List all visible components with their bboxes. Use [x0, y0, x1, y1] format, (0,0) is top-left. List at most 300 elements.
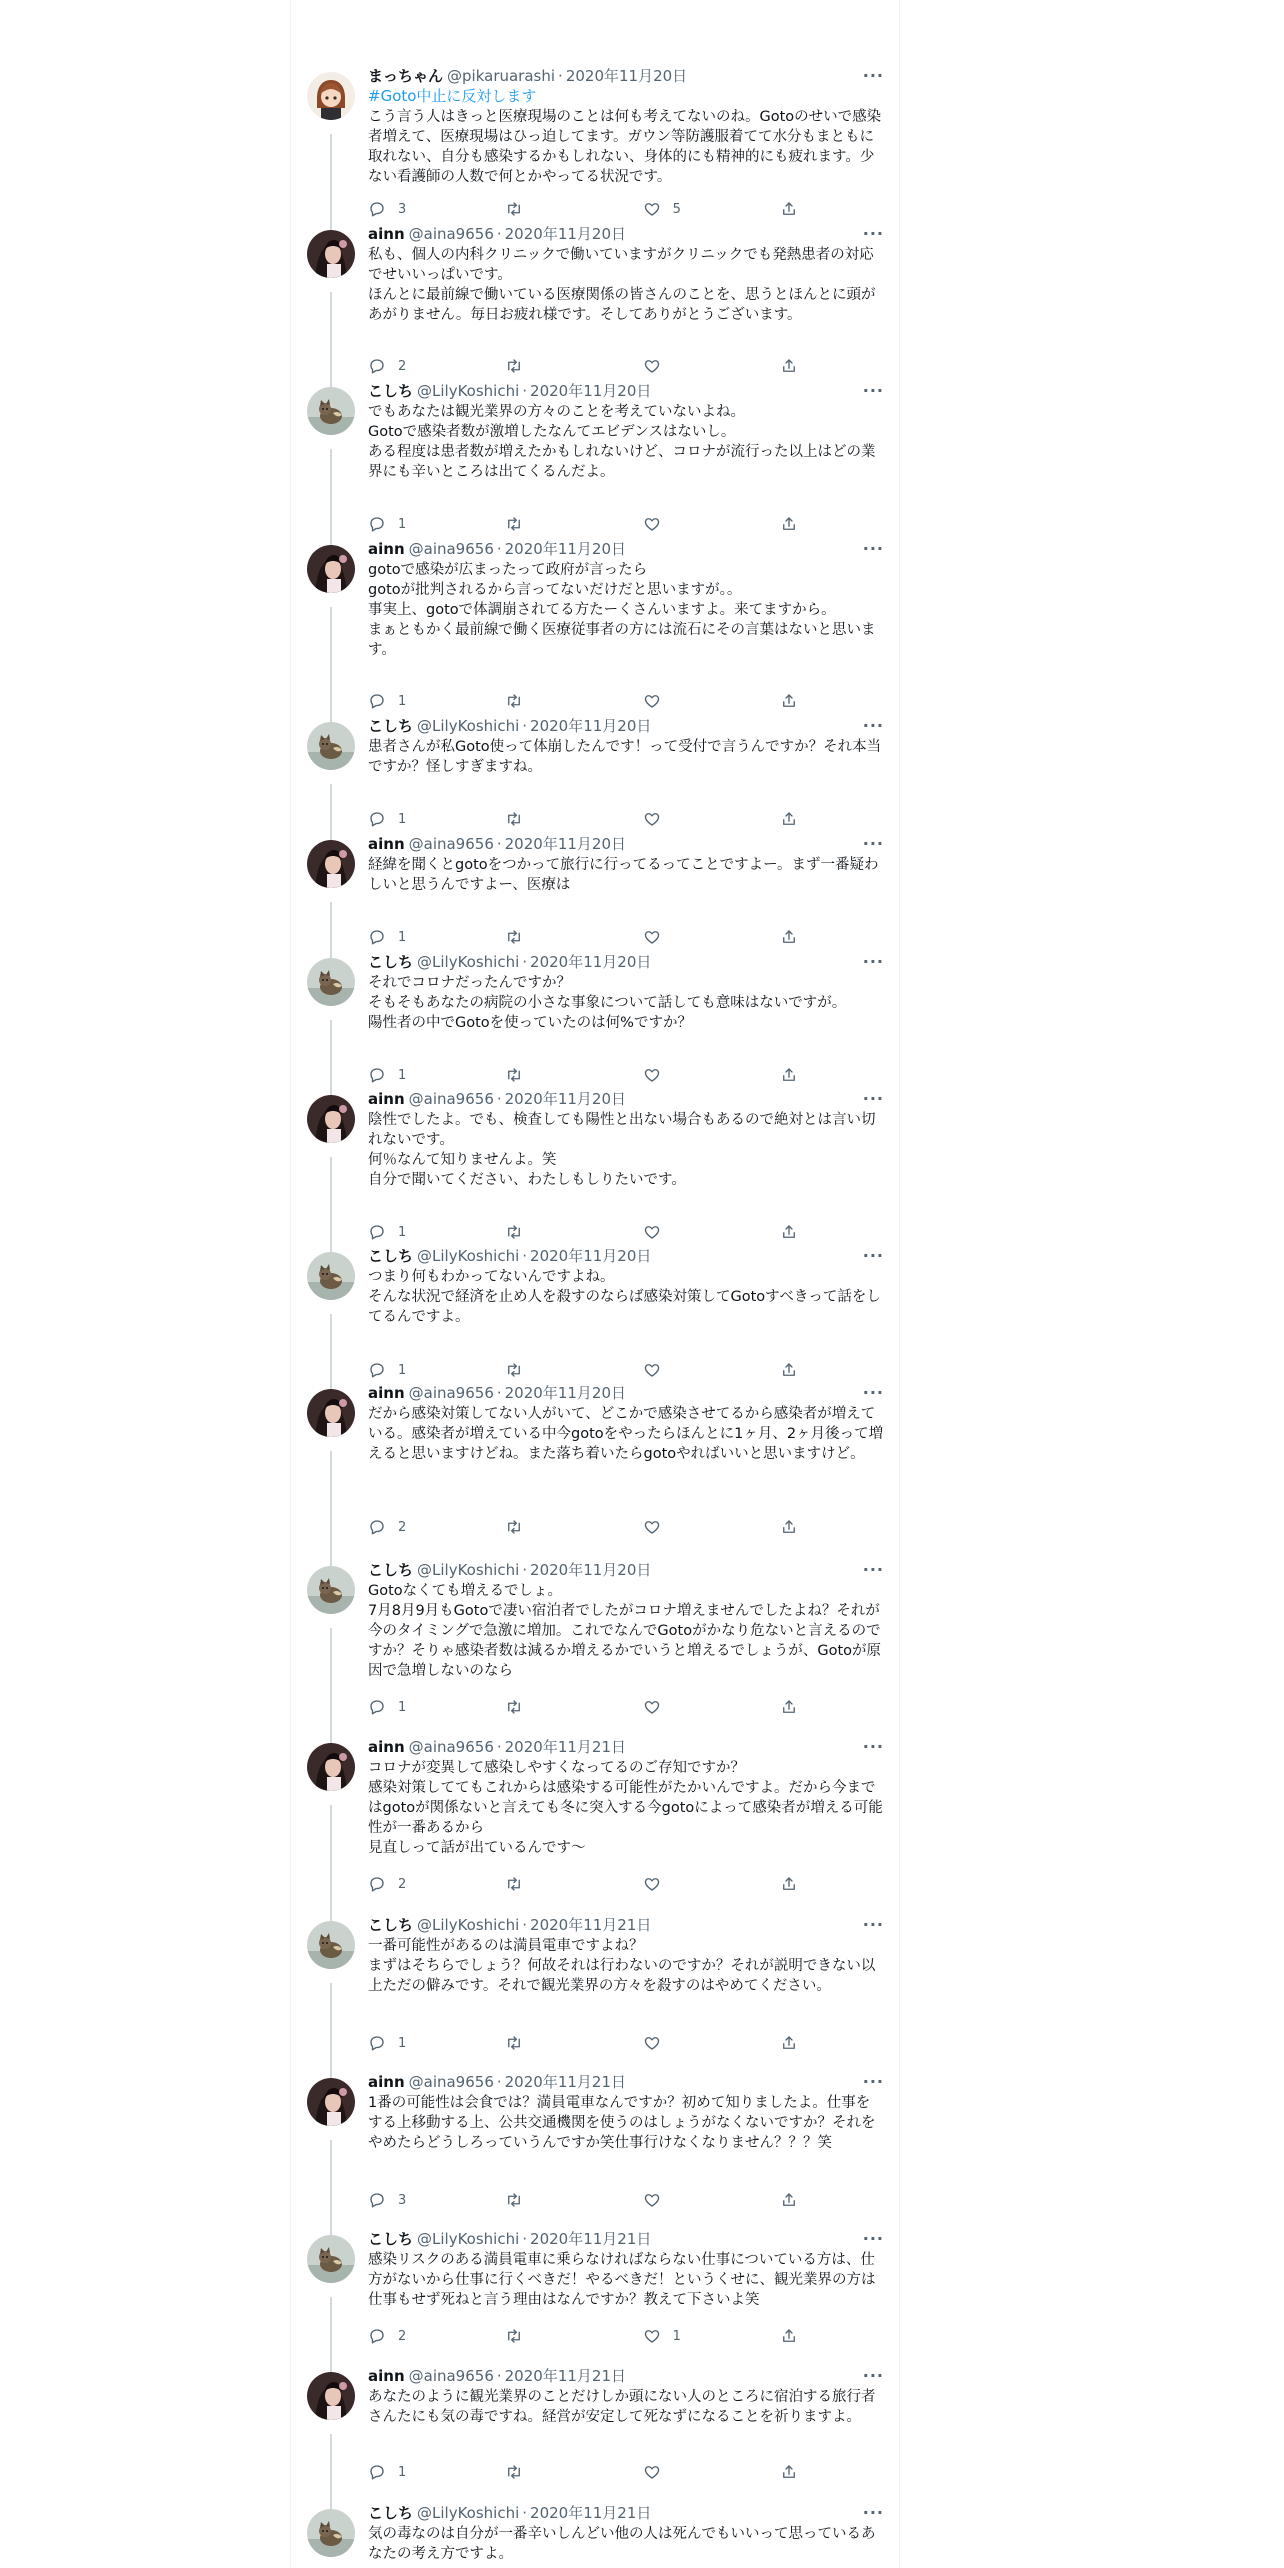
share-button[interactable] — [780, 2190, 800, 2210]
display-name[interactable]: ainn — [368, 1384, 405, 1402]
like-count: 5 — [672, 201, 681, 217]
separator-dot: · — [522, 2230, 528, 2248]
display-name[interactable]: ainn — [368, 540, 405, 558]
avatar[interactable] — [307, 2235, 355, 2283]
reply-button[interactable] — [368, 1360, 458, 1380]
more-icon[interactable]: ··· — [862, 1915, 884, 1934]
thread-line — [330, 449, 332, 547]
display-name[interactable]: まっちゃん — [368, 67, 444, 85]
more-icon[interactable]: ··· — [862, 834, 884, 853]
like-button[interactable] — [643, 1065, 733, 1085]
user-handle[interactable]: @aina9656 — [408, 540, 494, 558]
like-button[interactable] — [643, 199, 733, 219]
share-button[interactable] — [780, 1874, 800, 1894]
tweet-date[interactable]: 2020年11月20日 — [530, 717, 652, 735]
retweet-button[interactable] — [505, 1697, 595, 1717]
tweet-text: 1番の可能性は会食では？満員電車なんですか？初めて知りましたよ。仕事をする上移動する上、公共交通機関を使うのはしょうがなくないですか？それをやめたらどうしろっていうんですか笑仕事行けなくなりません？？？笑 — [368, 2095, 876, 2151]
tweet-date[interactable]: 2020年11月20日 — [530, 953, 652, 971]
retweet-icon — [505, 1698, 523, 1716]
reply-icon — [368, 2327, 386, 2345]
tweet-actions — [368, 1874, 800, 1894]
cat-avatar-image — [307, 1566, 355, 1614]
more-icon[interactable]: ··· — [862, 952, 884, 971]
reply-button[interactable] — [368, 1517, 458, 1537]
share-button[interactable] — [780, 809, 800, 829]
like-button[interactable] — [643, 2190, 733, 2210]
share-icon — [780, 2191, 798, 2209]
avatar[interactable] — [307, 2078, 355, 2126]
woman-avatar-image — [307, 2372, 355, 2420]
more-icon[interactable]: ··· — [862, 1089, 884, 1108]
tweet-date[interactable]: 2020年11月21日 — [504, 2367, 626, 2385]
share-icon — [780, 2463, 798, 2481]
retweet-button[interactable] — [505, 691, 595, 711]
tweet[interactable] — [290, 712, 900, 830]
tweet[interactable] — [290, 1733, 900, 1911]
display-name[interactable]: こしち — [368, 2504, 414, 2522]
avatar[interactable] — [307, 1921, 355, 1969]
retweet-button[interactable] — [505, 1222, 595, 1242]
retweet-icon — [505, 1875, 523, 1893]
reply-button[interactable] — [368, 356, 458, 376]
like-icon — [643, 692, 661, 710]
reply-button[interactable] — [368, 514, 458, 534]
retweet-button[interactable] — [505, 2190, 595, 2210]
reply-count: 1 — [398, 1067, 407, 1083]
avatar[interactable] — [307, 1566, 355, 1614]
woman-avatar-image — [307, 1389, 355, 1437]
tweet-text: 私も、個人の内科クリニックで働いていますがクリニックでも発熱患者の対応でせいいっぱいです。 ほんとに最前線で働いている医療関係の皆さんのことを、思うとほんとに頭があがりません。毎日お疲れ様です。そしてありがとうございます。 — [368, 247, 876, 323]
thread-line — [330, 607, 332, 724]
tweet-text: 患者さんが私Goto使って体崩したんです！って受付で言うんですか？それ本当ですか？怪しすぎますね。 — [368, 739, 882, 775]
like-button[interactable] — [643, 1517, 733, 1537]
share-icon — [780, 1875, 798, 1893]
reply-button[interactable] — [368, 2462, 458, 2482]
reply-icon — [368, 200, 386, 218]
like-button[interactable] — [643, 2462, 733, 2482]
retweet-button[interactable] — [505, 1517, 595, 1537]
tweet-date[interactable]: 2020年11月20日 — [504, 225, 626, 243]
more-icon[interactable]: ··· — [862, 66, 884, 85]
tweet-actions — [368, 2190, 800, 2210]
reply-count: 1 — [398, 929, 407, 945]
display-name[interactable]: こしち — [368, 1916, 414, 1934]
tweet-text: 経緯を聞くとgotoをつかって旅行に行ってるってことですよー。まず一番疑わしいと思うんですよー、医療は — [368, 857, 879, 893]
separator-dot: · — [522, 1916, 528, 1934]
separator-dot: · — [496, 1738, 502, 1756]
avatar[interactable] — [307, 1389, 355, 1437]
tweet-date[interactable]: 2020年11月20日 — [504, 835, 626, 853]
avatar[interactable] — [307, 387, 355, 435]
retweet-icon — [505, 2191, 523, 2209]
like-icon — [643, 357, 661, 375]
tweet-text: 感染リスクのある満員電車に乗らなければならない仕事についている方は、仕方がないから仕事に行くべきだ！やるべきだ！というくせに、観光業界の方は仕事もせず死ねと言う理由はなんですか？教えて下さいよ笑 — [368, 2252, 876, 2308]
reply-button[interactable] — [368, 2190, 458, 2210]
reply-button[interactable] — [368, 2033, 458, 2053]
share-icon — [780, 1698, 798, 1716]
tweet-actions — [368, 514, 800, 534]
thread-line — [330, 134, 332, 232]
reply-icon — [368, 692, 386, 710]
avatar[interactable] — [307, 545, 355, 593]
user-handle[interactable]: @LilyKoshichi — [417, 717, 520, 735]
share-button[interactable] — [780, 1517, 800, 1537]
reply-count: 2 — [398, 1876, 407, 1892]
user-handle[interactable]: @aina9656 — [408, 2367, 494, 2385]
retweet-icon — [505, 2463, 523, 2481]
avatar[interactable] — [307, 230, 355, 278]
share-icon — [780, 357, 798, 375]
reply-button[interactable] — [368, 691, 458, 711]
share-button[interactable] — [780, 2462, 800, 2482]
reply-icon — [368, 2463, 386, 2481]
reply-count: 1 — [398, 1362, 407, 1378]
avatar[interactable] — [307, 2372, 355, 2420]
reply-button[interactable] — [368, 927, 458, 947]
tweet-text: だから感染対策してない人がいて、どこかで感染させてるから感染者が増えている。感染者が増えている中今gotoをやったらほんとに1ヶ月、2ヶ月後って増えると思いますけどね。また落ち着いたらgotoやればいいと思いますけど。 — [368, 1406, 884, 1462]
share-button[interactable] — [780, 1360, 800, 1380]
tweet-actions — [368, 2033, 800, 2053]
thread-line — [330, 1628, 332, 1745]
tweet[interactable] — [290, 948, 900, 1085]
display-name[interactable]: ainn — [368, 835, 405, 853]
user-handle[interactable]: @LilyKoshichi — [417, 1247, 520, 1265]
tweet-text: あなたのように観光業界のことだけしか頭にない人のところに宿泊する旅行者さんたにも気の毒ですね。経営が安定して死なずになることを祈りますよ。 — [368, 2389, 876, 2425]
user-handle[interactable]: @LilyKoshichi — [417, 1561, 520, 1579]
reply-icon — [368, 1875, 386, 1893]
tweet-actions — [368, 1360, 800, 1380]
separator-dot: · — [496, 540, 502, 558]
thread-line — [330, 1157, 332, 1254]
retweet-icon — [505, 1518, 523, 1536]
retweet-icon — [505, 1066, 523, 1084]
more-icon[interactable]: ··· — [862, 2503, 884, 2522]
reply-icon — [368, 357, 386, 375]
separator-dot: · — [522, 2504, 528, 2522]
tweet-text: 陰性でしたよ。でも、検査しても陽性と出ない場合もあるので絶対とは言い切れないです。 何％なんて知りませんよ。笑 自分で聞いてください、わたしもしりたいです。 — [368, 1112, 876, 1188]
separator-dot: · — [522, 953, 528, 971]
reply-icon — [368, 1066, 386, 1084]
retweet-button[interactable] — [505, 1874, 595, 1894]
tweet-text: gotoで感染が広まったって政府が言ったら gotoが批判されるから言ってないだけだと思いますが。。 事実上、gotoで体調崩されてる方たーくさんいますよ。来てますから。 まぁともかく最前線で働く医療従事者の方には流石にその言葉はないと思います。 — [368, 562, 876, 658]
like-icon — [643, 1223, 661, 1241]
separator-dot: · — [496, 2367, 502, 2385]
tweet[interactable] — [290, 535, 900, 712]
avatar[interactable] — [307, 1743, 355, 1791]
retweet-button[interactable] — [505, 356, 595, 376]
share-button[interactable] — [780, 2033, 800, 2053]
tweet[interactable] — [290, 2362, 900, 2499]
reply-count: 1 — [398, 1224, 407, 1240]
reply-count: 3 — [398, 2192, 407, 2208]
cat-avatar-image — [307, 387, 355, 435]
retweet-icon — [505, 810, 523, 828]
reply-button[interactable] — [368, 1065, 458, 1085]
reply-icon — [368, 928, 386, 946]
avatar[interactable] — [307, 1095, 355, 1143]
display-name[interactable]: ainn — [368, 2367, 405, 2385]
tweet-text: 一番可能性があるのは満員電車ですよね？ まずはそちらでしょう？何故それは行わないのですか？それが説明できない以上ただの僻みです。それで観光業界の方々を殺すのはやめてください。 — [368, 1938, 876, 1994]
tweet[interactable] — [290, 220, 900, 377]
tweet[interactable] — [290, 1556, 900, 1733]
tweet-actions — [368, 356, 800, 376]
share-button[interactable] — [780, 356, 800, 376]
tweet-date[interactable]: 2020年11月20日 — [530, 1561, 652, 1579]
retweet-button[interactable] — [505, 2033, 595, 2053]
reply-icon — [368, 515, 386, 533]
reply-count: 2 — [398, 358, 407, 374]
reply-button[interactable] — [368, 2326, 458, 2346]
user-handle[interactable]: @pikaruarashi — [447, 67, 556, 85]
user-handle[interactable]: @aina9656 — [408, 225, 494, 243]
share-button[interactable] — [780, 1065, 800, 1085]
display-name[interactable]: ainn — [368, 2073, 405, 2091]
more-icon[interactable]: ··· — [862, 2072, 884, 2091]
reply-icon — [368, 1361, 386, 1379]
tweet[interactable] — [290, 1379, 900, 1556]
user-handle[interactable]: @aina9656 — [408, 1384, 494, 1402]
reply-count: 1 — [398, 693, 407, 709]
more-icon[interactable]: ··· — [862, 1737, 884, 1756]
like-button[interactable] — [643, 1222, 733, 1242]
like-icon — [643, 2327, 661, 2345]
like-button[interactable] — [643, 2326, 733, 2346]
like-icon — [643, 1875, 661, 1893]
tweet[interactable] — [290, 377, 900, 535]
woman-avatar-image — [307, 1743, 355, 1791]
like-icon — [643, 1698, 661, 1716]
retweet-icon — [505, 515, 523, 533]
tweet-text: それでコロナだったんですか？ そもそもあなたの病院の小さな事象について話しても意味はないですが。 陽性者の中でGotoを使っていたのは何%ですか？ — [368, 975, 847, 1031]
user-handle[interactable]: @LilyKoshichi — [417, 2504, 520, 2522]
share-button[interactable] — [780, 199, 800, 219]
share-button[interactable] — [780, 2326, 800, 2346]
like-icon — [643, 200, 661, 218]
cat-avatar-image — [307, 1921, 355, 1969]
share-icon — [780, 692, 798, 710]
retweet-icon — [505, 2034, 523, 2052]
avatar[interactable] — [307, 1252, 355, 1300]
separator-dot: · — [496, 2073, 502, 2091]
tweet-date[interactable]: 2020年11月21日 — [530, 2230, 652, 2248]
retweet-icon — [505, 1361, 523, 1379]
separator-dot: · — [522, 717, 528, 735]
cat-avatar-image — [307, 2235, 355, 2283]
like-button[interactable] — [643, 1697, 733, 1717]
like-icon — [643, 1361, 661, 1379]
more-icon[interactable]: ··· — [862, 381, 884, 400]
share-button[interactable] — [780, 1697, 800, 1717]
reply-button[interactable] — [368, 809, 458, 829]
like-button[interactable] — [643, 2033, 733, 2053]
tweet-actions — [368, 809, 800, 829]
avatar[interactable] — [307, 840, 355, 888]
reply-count: 1 — [398, 811, 407, 827]
tweet-date[interactable]: 2020年11月21日 — [530, 2504, 652, 2522]
tweet-actions — [368, 927, 800, 947]
tweet-actions — [368, 1065, 800, 1085]
tweet-actions — [368, 1517, 800, 1537]
display-name[interactable]: こしち — [368, 1247, 414, 1265]
tweet[interactable] — [290, 2068, 900, 2225]
like-icon — [643, 2463, 661, 2481]
retweet-button[interactable] — [505, 1360, 595, 1380]
tweet-date[interactable]: 2020年11月20日 — [504, 1384, 626, 1402]
like-count: 1 — [672, 2328, 681, 2344]
tweet-text: こう言う人はきっと医療現場のことは何も考えてないのね。Gotoのせいで感染者増えて、医療現場はひっ迫してます。ガウン等防護服着てて水分もまともに取れない、自分も感染するかもしれない、身体的にも精神的にも疲れます。少ない看護師の人数で何とかやってる状況です。 — [368, 109, 882, 185]
more-icon[interactable]: ··· — [862, 716, 884, 735]
reply-icon — [368, 810, 386, 828]
share-button[interactable] — [780, 691, 800, 711]
tweet-actions — [368, 691, 800, 711]
display-name[interactable]: こしち — [368, 2230, 414, 2248]
like-icon — [643, 2191, 661, 2209]
more-icon[interactable]: ··· — [862, 2229, 884, 2248]
like-icon — [643, 2034, 661, 2052]
more-icon[interactable]: ··· — [862, 1383, 884, 1402]
tweet[interactable] — [290, 2225, 900, 2362]
reply-count: 2 — [398, 1519, 407, 1535]
more-icon[interactable]: ··· — [862, 1560, 884, 1579]
separator-dot: · — [496, 1090, 502, 1108]
reply-button[interactable] — [368, 1697, 458, 1717]
user-handle[interactable]: @LilyKoshichi — [417, 382, 520, 400]
user-handle[interactable]: @LilyKoshichi — [417, 953, 520, 971]
share-button[interactable] — [780, 1222, 800, 1242]
like-button[interactable] — [643, 1874, 733, 1894]
user-handle[interactable]: @aina9656 — [408, 835, 494, 853]
reply-icon — [368, 1223, 386, 1241]
display-name[interactable]: ainn — [368, 1090, 405, 1108]
retweet-button[interactable] — [505, 809, 595, 829]
retweet-icon — [505, 928, 523, 946]
reply-count: 1 — [398, 1699, 407, 1715]
user-handle[interactable]: @aina9656 — [408, 1090, 494, 1108]
reply-button[interactable] — [368, 1222, 458, 1242]
user-handle[interactable]: @aina9656 — [408, 2073, 494, 2091]
tweet[interactable] — [290, 2499, 900, 2568]
tweet-text: コロナが変異して感染しやすくなってるのご存知ですか？ 感染対策しててもこれからは感染する可能性がたかいんですよ。だから今まではgotoが関係ないと言えても冬に突入する今gotoによって感染者が増える可能性が一番あるから 見直しって話が出ているんです〜 — [368, 1760, 883, 1856]
like-button[interactable] — [643, 927, 733, 947]
tweet-actions — [368, 199, 800, 219]
tweet[interactable] — [290, 1242, 900, 1379]
tweet-date[interactable]: 2020年11月21日 — [504, 1738, 626, 1756]
tweet-text: つまり何もわかってないんですよね。 そんな状況で経済を止め人を殺すのならば感染対策してGotoすべきって話をしてるんですよ。 — [368, 1269, 881, 1325]
more-icon[interactable]: ··· — [862, 224, 884, 243]
retweet-icon — [505, 692, 523, 710]
cat-avatar-image — [307, 722, 355, 770]
share-button[interactable] — [780, 514, 800, 534]
retweet-icon — [505, 1223, 523, 1241]
share-icon — [780, 928, 798, 946]
tweet[interactable] — [290, 1911, 900, 2068]
tweet[interactable] — [290, 1085, 900, 1242]
retweet-icon — [505, 357, 523, 375]
share-icon — [780, 2034, 798, 2052]
tweet-date[interactable]: 2020年11月20日 — [530, 382, 652, 400]
more-icon[interactable]: ··· — [862, 1246, 884, 1265]
share-button[interactable] — [780, 927, 800, 947]
retweet-button[interactable] — [505, 199, 595, 219]
retweet-button[interactable] — [505, 2326, 595, 2346]
tweet-actions — [368, 2462, 800, 2482]
separator-dot: · — [522, 382, 528, 400]
like-button[interactable] — [643, 356, 733, 376]
display-name[interactable]: こしち — [368, 382, 414, 400]
tweet-actions — [368, 1222, 800, 1242]
more-icon[interactable]: ··· — [862, 2366, 884, 2385]
tweet-text: 気の毒なのは自分が一番辛いしんどい他の人は死んでもいいって思っているあなたの考え方ですよ。 — [368, 2526, 876, 2562]
reply-button[interactable] — [368, 199, 458, 219]
thread-line — [330, 1983, 332, 2080]
tweet-date[interactable]: 2020年11月21日 — [504, 2073, 626, 2091]
reply-icon — [368, 2191, 386, 2209]
user-handle[interactable]: @aina9656 — [408, 1738, 494, 1756]
woman-avatar-image — [307, 230, 355, 278]
cat-avatar-image — [307, 2509, 355, 2557]
reply-count: 1 — [398, 2035, 407, 2051]
tweet-date[interactable]: 2020年11月20日 — [504, 540, 626, 558]
like-icon — [643, 515, 661, 533]
like-button[interactable] — [643, 809, 733, 829]
avatar[interactable] — [307, 72, 355, 120]
thread-line — [330, 2140, 332, 2237]
like-icon — [643, 1518, 661, 1536]
like-icon — [643, 1066, 661, 1084]
avatar[interactable] — [307, 2509, 355, 2557]
share-icon — [780, 200, 798, 218]
hashtag-link[interactable]: #Goto中止に反対します — [368, 87, 537, 105]
like-button[interactable] — [643, 1360, 733, 1380]
retweet-button[interactable] — [505, 927, 595, 947]
tweet-date[interactable]: 2020年11月20日 — [565, 67, 688, 85]
share-icon — [780, 515, 798, 533]
like-button[interactable] — [643, 514, 733, 534]
user-handle[interactable]: @LilyKoshichi — [417, 1916, 520, 1934]
tweet[interactable] — [290, 830, 900, 948]
avatar[interactable] — [307, 958, 355, 1006]
tweet-date[interactable]: 2020年11月20日 — [530, 1247, 652, 1265]
display-name[interactable]: こしち — [368, 717, 414, 735]
thread-line — [330, 292, 332, 389]
cat-avatar-image — [307, 958, 355, 1006]
display-name[interactable]: ainn — [368, 225, 405, 243]
like-button[interactable] — [643, 691, 733, 711]
retweet-icon — [505, 2327, 523, 2345]
display-name[interactable]: こしち — [368, 953, 414, 971]
avatar[interactable] — [307, 722, 355, 770]
thread-line — [330, 1451, 332, 1568]
tweet-date[interactable]: 2020年11月20日 — [504, 1090, 626, 1108]
retweet-button[interactable] — [505, 514, 595, 534]
reply-button[interactable] — [368, 1874, 458, 1894]
tweet[interactable] — [290, 62, 900, 220]
retweet-button[interactable] — [505, 1065, 595, 1085]
tweet-date[interactable]: 2020年11月21日 — [530, 1916, 652, 1934]
share-icon — [780, 1223, 798, 1241]
user-handle[interactable]: @LilyKoshichi — [417, 2230, 520, 2248]
separator-dot: · — [496, 225, 502, 243]
woman-avatar-image — [307, 840, 355, 888]
reply-icon — [368, 2034, 386, 2052]
tweet-text: でもあなたは観光業界の方々のことを考えていないよね。 Gotoで感染者数が激増したなんてエビデンスはないし。 ある程度は患者数が増えたかもしれないけど、コロナが流行った以上はどの業界にも辛いところは出てくるんだよ。 — [368, 404, 876, 480]
display-name[interactable]: ainn — [368, 1738, 405, 1756]
reply-count: 3 — [398, 201, 407, 217]
girl-avatar-image — [307, 72, 355, 120]
more-icon[interactable]: ··· — [862, 539, 884, 558]
retweet-button[interactable] — [505, 2462, 595, 2482]
display-name[interactable]: こしち — [368, 1561, 414, 1579]
